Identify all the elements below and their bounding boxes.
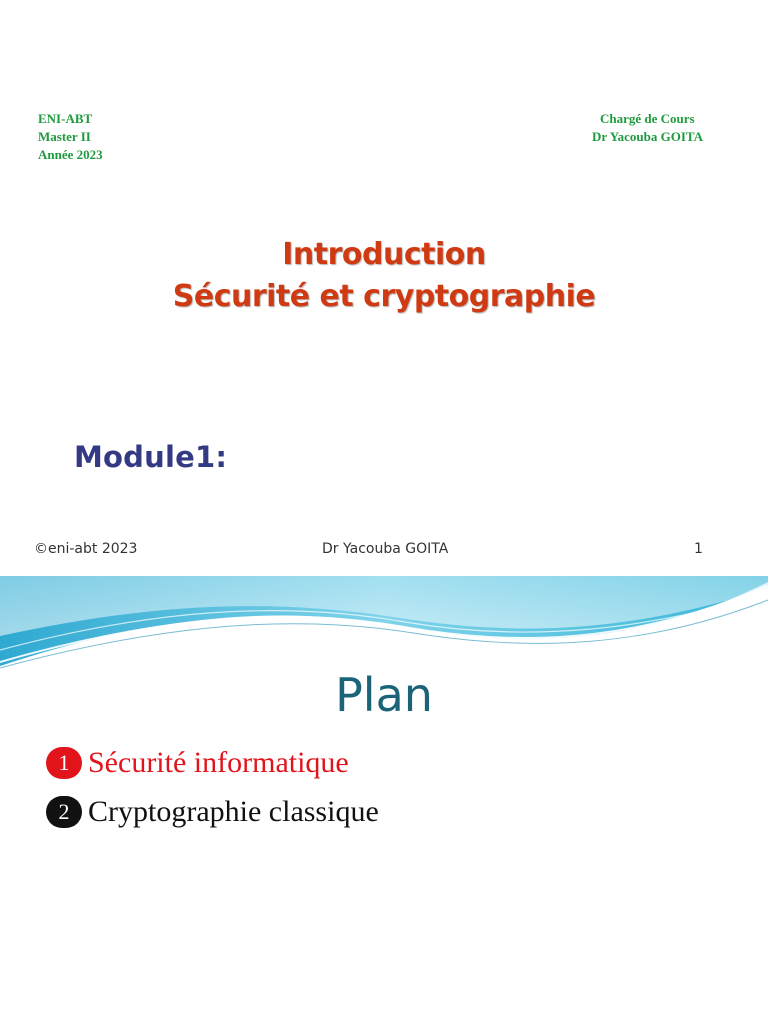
footer-copyright: ©eni-abt 2023 bbox=[34, 541, 138, 557]
plan-item-label: Sécurité informatique bbox=[88, 746, 349, 779]
number-badge-2: 2 bbox=[46, 796, 82, 828]
header-right bbox=[592, 110, 703, 146]
slide-2 bbox=[0, 576, 768, 1024]
wave-banner bbox=[0, 576, 768, 676]
lecturer-name: Dr Yacouba GOITA bbox=[592, 129, 703, 144]
title-line-1: Introduction bbox=[282, 237, 486, 272]
module-label: Module1: bbox=[74, 440, 228, 474]
footer-page-number: 1 bbox=[694, 541, 703, 557]
plan-item-1 bbox=[46, 743, 349, 783]
title-line-2: Sécurité et cryptographie bbox=[172, 279, 596, 314]
plan-title: Plan bbox=[335, 668, 433, 722]
institution-name: ENI-ABT bbox=[38, 111, 93, 126]
footer-author: Dr Yacouba GOITA bbox=[322, 541, 449, 557]
number-badge-1: 1 bbox=[46, 747, 82, 779]
header-left bbox=[38, 110, 103, 164]
lecturer-role: Chargé de Cours bbox=[600, 111, 695, 126]
plan-item-label: Cryptographie classique bbox=[88, 795, 379, 828]
slide-title bbox=[0, 234, 768, 318]
program-level: Master II bbox=[38, 129, 91, 144]
plan-item-2 bbox=[46, 792, 379, 832]
academic-year: Année 2023 bbox=[38, 147, 103, 162]
